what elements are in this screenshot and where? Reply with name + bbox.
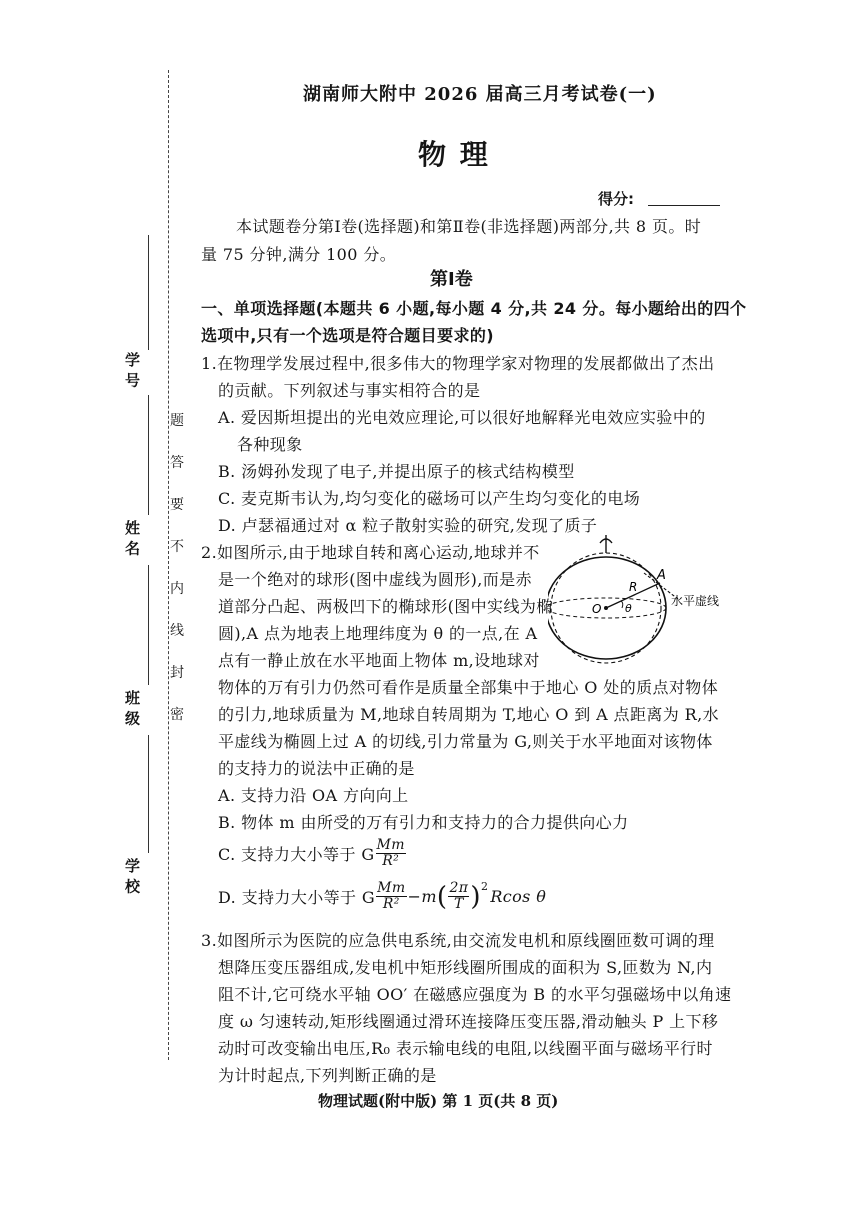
- section-heading: 选项中,只有一个选项是符合题目要求的): [201, 326, 494, 345]
- seal-char: 内: [170, 581, 184, 597]
- name-label: 姓 名: [123, 520, 141, 556]
- q2-stem: 物体的万有引力仍然可看作是质量全部集中于地心 O 处的质点对物体: [218, 678, 719, 697]
- intro-line: 本试题卷分第Ⅰ卷(选择题)和第Ⅱ卷(非选择题)两部分,共 8 页。时: [236, 217, 702, 236]
- q3-stem: 3.如图所示为医院的应急供电系统,由交流发电机和原线圈匝数可调的理: [201, 931, 715, 950]
- seal-char: 答: [170, 455, 184, 471]
- q2-stem: 的支持力的说法中正确的是: [218, 759, 415, 778]
- frac-den: R²: [382, 896, 400, 912]
- formula-fraction: [448, 881, 469, 912]
- q3-stem: 度 ω 匀速转动,矩形线圈通过滑环连接降压变压器,滑动触头 P 上下移: [218, 1012, 719, 1031]
- q2-stem: 点有一静止放在水平地面上物体 m,设地球对: [218, 651, 540, 670]
- q1-option-a-cont: 各种现象: [237, 435, 303, 454]
- student-no-label: 学 号: [123, 352, 141, 388]
- frac-num: Mm: [376, 837, 405, 853]
- seal-char: 要: [170, 497, 184, 513]
- center-o: [604, 606, 608, 610]
- seal-char: 不: [170, 539, 184, 555]
- paren-close: ): [470, 881, 481, 912]
- label-theta: θ: [625, 602, 632, 615]
- exponent-2: 2: [480, 880, 489, 893]
- frac-num: 2π: [449, 880, 469, 896]
- student-no-line[interactable]: [148, 235, 149, 350]
- class-line[interactable]: [148, 565, 149, 685]
- q2-stem: 的引力,地球质量为 M,地球自转周期为 T,地心 O 到 A 点距离为 R,水: [218, 705, 719, 724]
- q2-stem: 平虚线为椭圆上过 A 的切线,引力常量为 G,则关于水平地面对该物体: [218, 732, 713, 751]
- q1-stem: 的贡献。下列叙述与事实相符合的是: [218, 381, 481, 400]
- q2-stem: 道部分凸起、两极凹下的椭球形(图中实线为椭: [218, 597, 553, 616]
- seal-char: 题: [170, 413, 184, 429]
- frac-num: Mm: [377, 880, 406, 896]
- label-o: O: [592, 602, 602, 616]
- q2-option-d: [218, 881, 546, 912]
- seal-char: 封: [170, 665, 184, 681]
- q2-option-d-text: D. 支持力大小等于 G: [218, 888, 376, 907]
- q2-option-c-text: C. 支持力大小等于 G: [218, 845, 375, 864]
- q2-stem: 是一个绝对的球形(图中虚线为圆形),而是赤: [218, 570, 532, 589]
- seal-char: 密: [170, 707, 184, 723]
- formula-minus-m: −m: [407, 887, 437, 906]
- label-tangent: 水平虚线: [671, 594, 720, 608]
- paren-open: (: [436, 881, 448, 912]
- label-a: A: [657, 568, 666, 583]
- subject-title: 物 理: [418, 138, 490, 171]
- q3-stem: 阻不计,它可绕水平轴 OO′ 在磁感应强度为 B 的水平匀强磁场中以角速: [218, 985, 732, 1004]
- formula-fraction: [376, 881, 406, 912]
- q2-stem: 2.如图所示,由于地球自转和离心运动,地球并不: [201, 543, 540, 562]
- score-blank[interactable]: [648, 205, 720, 206]
- earth-ellipsoid-figure: [548, 533, 748, 673]
- frac-den: R²: [382, 853, 400, 869]
- intro-line: 量 75 分钟,满分 100 分。: [201, 245, 397, 264]
- binding-dashed-line: [168, 70, 169, 1060]
- q2-option-a: A. 支持力沿 OA 方向向上: [218, 786, 409, 805]
- q3-stem: 想降压变压器组成,发电机中矩形线圈所围成的面积为 S,匝数为 N,内: [218, 958, 713, 977]
- school-line[interactable]: [148, 735, 149, 853]
- seal-char: 线: [170, 623, 184, 639]
- q3-stem: 为计时起点,下列判断正确的是: [218, 1066, 437, 1085]
- q1-option-c: C. 麦克斯韦认为,均匀变化的磁场可以产生均匀变化的电场: [218, 489, 641, 508]
- frac-den: T: [454, 896, 464, 912]
- q1-option-b: B. 汤姆孙发现了电子,并提出原子的核式结构模型: [218, 462, 575, 481]
- label-r: R: [629, 580, 638, 594]
- q1-option-d: D. 卢瑟福通过对 α 粒子散射实验的研究,发现了质子: [218, 516, 598, 535]
- q2-stem: 圆),A 点为地表上地理纬度为 θ 的一点,在 A: [218, 624, 538, 643]
- q3-stem: 动时可改变输出电压,R₀ 表示输电线的电阻,以线圈平面与磁场平行时: [218, 1039, 713, 1058]
- q1-option-a: A. 爱因斯坦提出的光电效应理论,可以很好地解释光电效应实验中的: [218, 408, 706, 427]
- score-label: 得分:: [598, 190, 634, 208]
- formula-fraction: [376, 838, 406, 869]
- volume-heading: 第Ⅰ卷: [430, 269, 473, 290]
- page-footer: 物理试题(附中版) 第 1 页(共 8 页): [318, 1092, 559, 1110]
- formula-tail: Rcos θ: [490, 887, 547, 906]
- q2-option-b: B. 物体 m 由所受的万有引力和支持力的合力提供向心力: [218, 813, 629, 832]
- school-label: 学 校: [123, 858, 141, 894]
- name-line[interactable]: [148, 395, 149, 515]
- theta-arc: [621, 601, 623, 608]
- exam-title: 湖南师大附中 2026 届高三月考试卷(一): [303, 84, 657, 105]
- q1-stem: 1.在物理学发展过程中,很多伟大的物理学家对物理的发展都做出了杰出: [201, 354, 715, 373]
- section-heading: 一、单项选择题(本题共 6 小题,每小题 4 分,共 24 分。每小题给出的四个: [201, 299, 747, 318]
- class-label: 班 级: [123, 690, 141, 726]
- q2-option-c: [218, 838, 407, 869]
